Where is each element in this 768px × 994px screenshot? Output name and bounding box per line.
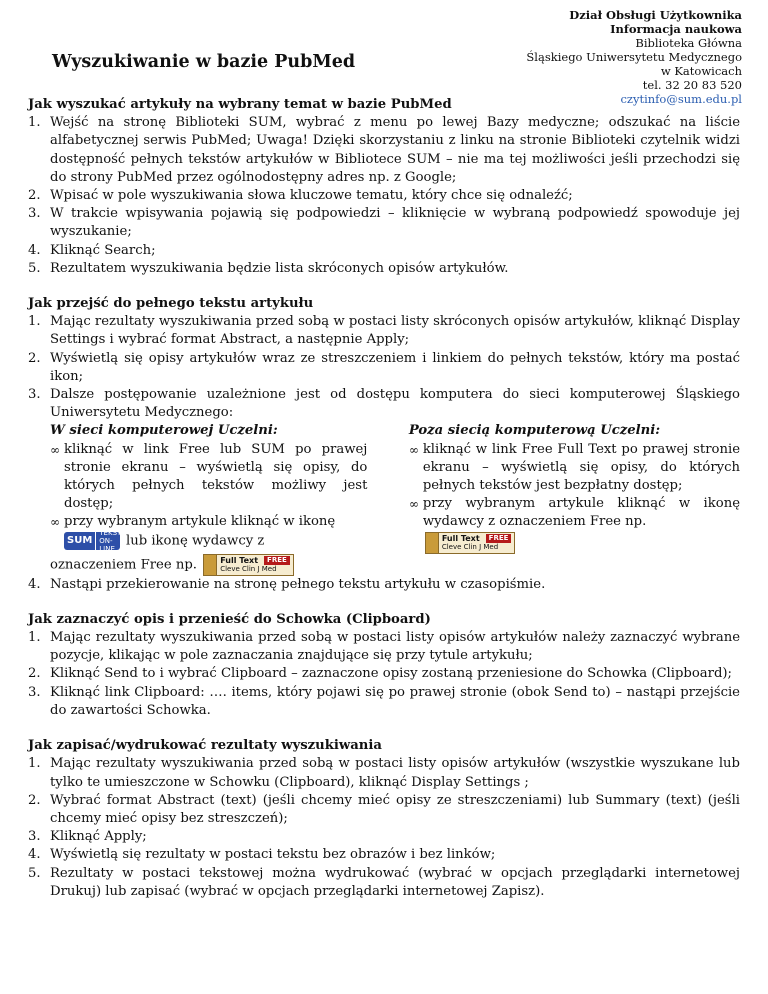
numbered-list (28, 313, 740, 594)
infinity-bullet-icon: ∞ (50, 515, 60, 530)
section-clipboard (28, 611, 740, 720)
header-library: Biblioteka Główna (635, 36, 742, 50)
infinity-bullet-icon: ∞ (408, 442, 419, 457)
list-item: 2. Wybrać format Abstract (text) (jeśli chcemy mieć opisy ze streszczeniami) lub Summary (text) (jeśli chcemy mieć opisy bez streszczeń); (28, 792, 740, 826)
infinity-bullet-icon: ∞ (50, 442, 60, 457)
sum-online-icon[interactable]: SUM TEKSTY ON-LINE (64, 532, 120, 550)
list-item: 4. Kliknąć Search; (28, 242, 156, 258)
list-item: 4. Wyświetlą się rezultaty w postaci tekstu bez obrazów i bez linków; (28, 847, 496, 863)
numbered-list (28, 755, 740, 901)
list-item: 2. Wpisać w pole wyszukiwania słowa kluczowe tematu, który chce się odnaleźć; (28, 188, 573, 204)
header-dept: Dział Obsługi Użytkownika (569, 8, 742, 22)
document-icon (204, 555, 217, 575)
list-item: 5. Rezultaty w postaci tekstowej można wydrukować (wybrać w opcjach przeglądarki internetowej Drukuj) lub zapisać (wybrać w opcjach przeglądarki internetowej Zapisz). (28, 865, 740, 899)
numbered-list (28, 114, 740, 278)
section-save-print (28, 737, 740, 901)
section-heading: Jak wyszukać artykuły na wybrany temat w bazie PubMed (28, 97, 452, 112)
header-email[interactable]: czytinfo@sum.edu.pl (620, 92, 742, 106)
section-heading: Jak przejść do pełnego tekstu artykułu (28, 296, 314, 312)
list-item: 1. Mając rezultaty wyszukiwania przed sobą w postaci listy skróconych opisów artykułów, kliknąć Display Settings i wybrać format Abstract, a następnie Apply; (28, 314, 740, 348)
list-item: 3. Kliknąć Apply; (28, 829, 147, 845)
list-item: 3. W trakcie wpisywania pojawią się podpowiedzi – kliknięcie w wybraną podpowiedź spowoduje jej wyszukanie; (28, 206, 740, 240)
column-in-network (50, 422, 367, 553)
section-search (28, 96, 740, 278)
column-title: W sieci komputerowej Uczelni: (50, 423, 278, 439)
header-university: Śląskiego Uniwersytetu Medycznego (526, 50, 742, 64)
list-item: 1. Mając rezultaty wyszukiwania przed sobą w postaci listy opisów artykułów należy zaznaczyć wybrane pozycje, klikając w pole zaznaczania znajdujące się przy tytule artykułu; (28, 630, 740, 664)
header-info: Informacja naukowa (610, 22, 742, 36)
list-item: 1. Mając rezultaty wyszukiwania przed sobą w postaci listy opisów artykułów (wszystkie wyszukane lub tylko te umieszczone w Schowku (Clipboard), kliknąć Display Settings ; (28, 756, 740, 790)
column-title: Poza siecią komputerową Uczelni: (408, 423, 661, 439)
header-block (482, 8, 742, 106)
free-full-text-icon[interactable]: Full Text FREE Cleve Clin J Med (425, 532, 516, 554)
publisher-line: oznaczeniem Free np. Full Text FREE Cleve Clin J Med (50, 554, 740, 576)
list-item: 5. Rezultatem wyszukiwania będzie lista skróconych opisów artykułów. (28, 260, 509, 276)
numbered-list (28, 629, 740, 720)
document-body (28, 96, 740, 918)
list-item: 3. Dalsze postępowanie uzależnione jest od dostępu komputera do sieci komputerowej Śląskiego Uniwersytetu Medycznego: W sieci komputerowej Uczelni: ∞ kliknąć w link Free lub SUM po prawej stronie ekranu – wyświetlą się opisy, do których pełnych tekstów możliwy jest dostęp; ∞ przy wybranym artykule kliknąć w ikonę SUM TEKSTY ON-LINE lub ikonę wydawcy z Poza siecią komputerową Uczelni: ∞ kliknąć w link Free Full Text po prawej stronie ekranu – wyświetlą się opisy, do których pełnych tekstów jest bezpłatny dostęp; ∞ przy wybranym artykule kliknąć w ikonę wydawcy z oznaczeniem Free np. Full Text FREE Cleve Clin J Med oznaczeniem Free np. Full Text FREE Cleve Clin J Med (28, 386, 740, 576)
column-off-network (409, 422, 740, 553)
bullet-item: ∞ przy wybranym artykule kliknąć w ikonę SUM TEKSTY ON-LINE lub ikonę wydawcy z (50, 514, 336, 553)
infinity-bullet-icon: ∞ (408, 497, 419, 512)
header-phone: tel. 32 20 83 520 (642, 78, 742, 92)
bullet-item: ∞ kliknąć w link Free lub SUM po prawej stronie ekranu – wyświetlą się opisy, do których pełnych tekstów możliwy jest dostęp; (50, 441, 368, 512)
document-icon (426, 533, 439, 553)
section-fulltext (28, 295, 740, 594)
page-title: Wyszukiwanie w bazie PubMed (52, 52, 356, 72)
list-item: 2. Wyświetlą się opisy artykułów wraz ze streszczeniem i linkiem do pełnych tekstów, który ma postać ikon; (28, 350, 740, 384)
list-item: 4. Nastąpi przekierowanie na stronę pełnego tekstu artykułu w czasopiśmie. (28, 576, 546, 592)
header-city: w Katowicach (660, 64, 742, 78)
list-item: 1. Wejść na stronę Biblioteki SUM, wybrać z menu po lewej Bazy medyczne; odszukać na liście alfabetycznej serwis PubMed; Uwaga! Dzięki skorzystaniu z linku na stronie Biblioteki czytelnik widzi dostępność pełnych tekstów artykułów w Bibliotece SUM – nie ma tej możliwości jeśli przechodzi się do strony PubMed przez ogólnodostępny adres np. z Google; (28, 115, 740, 185)
access-columns (50, 422, 740, 553)
section-heading: Jak zaznaczyć opis i przenieść do Schowka (Clipboard) (28, 611, 431, 627)
list-item: 3. Kliknąć link Clipboard: …. items, który pojawi się po prawej stronie (obok Send to) – nastąpi przejście do zawartości Schowka. (28, 684, 740, 718)
list-item: 2. Kliknąć Send to i wybrać Clipboard – zaznaczone opisy zostaną przeniesione do Schowka (Clipboard); (28, 666, 733, 682)
bullet-item: ∞ przy wybranym artykule kliknąć w ikonę wydawcy z oznaczeniem Free np. Full Text FREE Cleve Clin J Med (409, 495, 740, 553)
bullet-item: ∞ kliknąć w link Free Full Text po prawej stronie ekranu – wyświetlą się opisy, do których pełnych tekstów jest bezpłatny dostęp; (408, 441, 740, 494)
free-full-text-icon[interactable]: Full Text FREE Cleve Clin J Med (203, 554, 294, 576)
section-heading: Jak zapisać/wydrukować rezultaty wyszukiwania (28, 738, 382, 754)
